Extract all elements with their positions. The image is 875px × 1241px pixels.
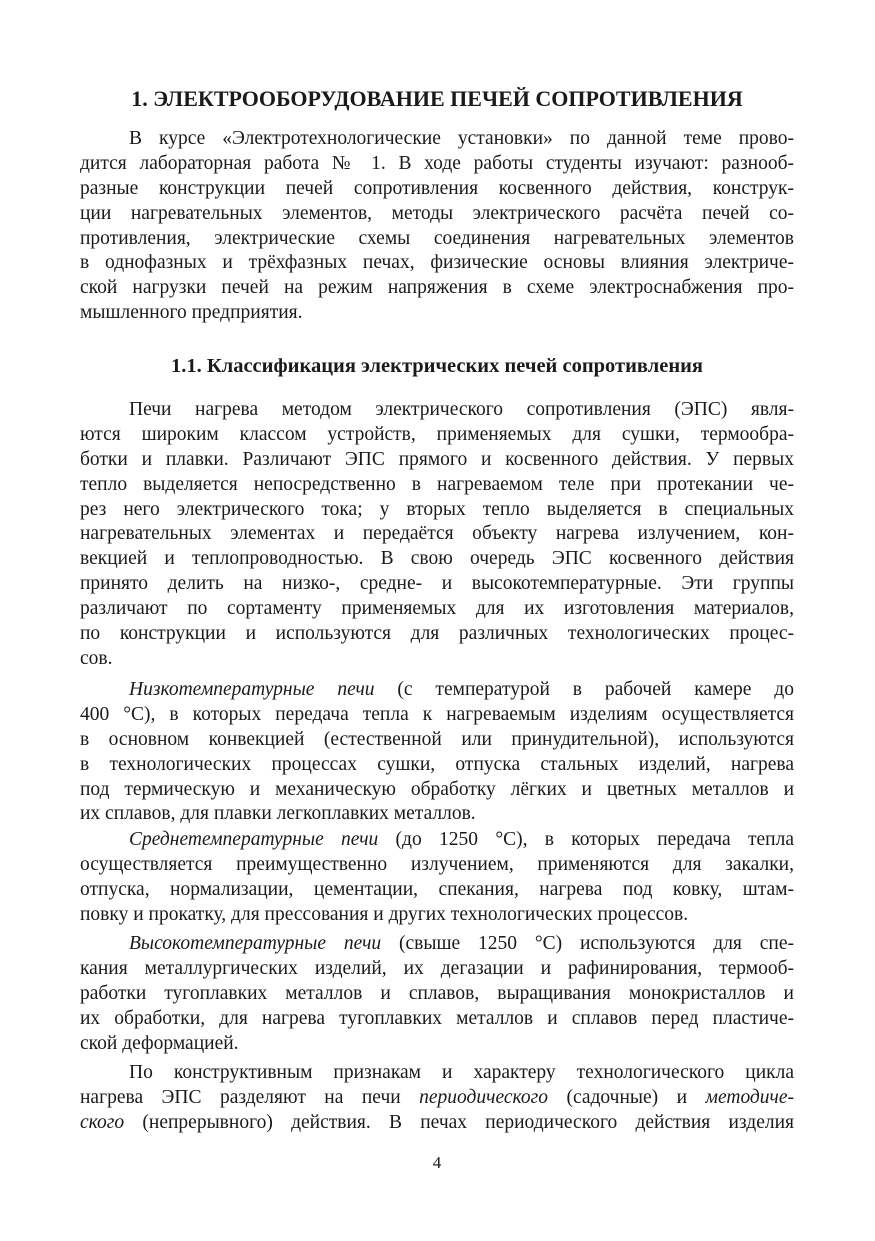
text-line: их обработки, для нагрева тугоплавких металлов и сплавов перед пластиче- — [80, 1007, 794, 1029]
text-line: ской деформацией. — [80, 1032, 239, 1054]
text-line: нагрева ЭПС разделяют на печи периодического (садочные) и методиче- — [80, 1086, 794, 1108]
text-line: их сплавов, для плавки легкоплавких металлов. — [80, 803, 476, 825]
text-line: повку и прокатку, для прессования и других технологических процессов. — [80, 903, 689, 925]
intro-paragraph — [80, 127, 794, 326]
text-line: в технологических процессах сушки, отпуска стальных изделий, нагрева — [80, 753, 794, 775]
text-line: принято делить на низко-, средне- и высокотемпературные. Эти группы — [80, 573, 794, 595]
text-line: рез него электрического тока; у вторых тепло выделяется в специальных — [80, 498, 794, 520]
text-line: осуществляется преимущественно излучением, применяются для закалки, — [80, 853, 794, 875]
text-line: противления, электрические схемы соединения нагревательных элементов — [80, 227, 794, 249]
text-line: мышленного предприятия. — [80, 302, 303, 324]
text-line: векцией и теплопроводностью. В свою очередь ЭПС косвенного действия — [80, 548, 794, 570]
page-number: 4 — [432, 1153, 442, 1172]
furnace-types-paragraph — [80, 1061, 794, 1136]
text-line: кания металлургических изделий, их дегазации и рафинирования, термооб- — [80, 957, 794, 979]
text-line: под термическую и механическую обработку лёгких и цветных металлов и — [80, 778, 794, 800]
text-line: ются широким классом устройств, применяемых для сушки, термообра- — [80, 423, 794, 445]
text-line: работки тугоплавких металлов и сплавов, выращивания монокристаллов и — [80, 982, 794, 1004]
term-high-temperature: Высокотемпературные печи — [129, 933, 382, 954]
text-line: В курсе «Электротехнологические установки» по данной теме прово- — [129, 128, 794, 149]
text-line: По конструктивным признакам и характеру технологического цикла — [129, 1062, 794, 1083]
text-line: дится лабораторная работа № 1. В ходе работы студенты изучают: разнооб- — [80, 152, 794, 174]
chapter-title: 1. ЭЛЕКТРООБОРУДОВАНИЕ ПЕЧЕЙ СОПРОТИВЛЕНИЯ — [131, 86, 743, 111]
text-line: 400 °С), в которых передача тепла к нагреваемым изделиям осуществляется — [80, 703, 794, 725]
text-line: Печи нагрева методом электрического сопротивления (ЭПС) явля- — [129, 399, 794, 420]
term-continuous-part1: методиче- — [705, 1086, 794, 1108]
text-line: Низкотемпературные печи (с температурой в рабочей камере до — [129, 679, 794, 700]
text-line: Высокотемпературные печи (свыше 1250 °С) используются для спе- — [129, 933, 795, 954]
term-mid-temperature: Среднетемпературные печи — [129, 829, 379, 850]
text-line: нагревательных элементах и передаётся объекту нагрева излучением, кон- — [80, 523, 794, 545]
term-low-temperature: Низкотемпературные печи — [129, 679, 375, 700]
mid-temperature-paragraph — [80, 828, 794, 928]
classification-paragraph — [80, 398, 794, 672]
text-line: разные конструкции печей сопротивления косвенного действия, конструк- — [80, 177, 794, 199]
section-title: 1.1. Классификация электрических печей сопротивления — [170, 355, 704, 377]
term-continuous-part2: ского — [80, 1111, 125, 1133]
high-temperature-paragraph — [80, 932, 794, 1056]
text-line: ской нагрузки печей на режим напряжения в схеме электроснабжения про- — [80, 277, 794, 299]
document-page — [80, 0, 794, 1241]
text-line: различают по сортаменту применяемых для их изготовления материалов, — [80, 598, 794, 620]
term-periodic: периодического — [419, 1086, 548, 1108]
text-line: ботки и плавки. Различают ЭПС прямого и косвенного действия. У первых — [80, 448, 794, 470]
low-temperature-paragraph — [80, 678, 794, 827]
text-line: отпуска, нормализации, цементации, спекания, нагрева под ковку, штам- — [80, 878, 794, 900]
text-line: Среднетемпературные печи (до 1250 °С), в которых передача тепла — [129, 829, 794, 850]
text-line: по конструкции и используются для различных технологических процес- — [80, 623, 794, 645]
text-line: в основном конвекцией (естественной или принудительной), используются — [80, 728, 794, 750]
text-line: ции нагревательных элементов, методы электрического расчёта печей со- — [80, 202, 794, 224]
text-line: в однофазных и трёхфазных печах, физические основы влияния электриче- — [80, 252, 794, 274]
text-line: тепло выделяется непосредственно в нагреваемом теле при протекании че- — [80, 473, 794, 495]
text-line: ского (непрерывного) действия. В печах периодического действия изделия — [80, 1111, 794, 1133]
text-line: сов. — [80, 647, 113, 669]
